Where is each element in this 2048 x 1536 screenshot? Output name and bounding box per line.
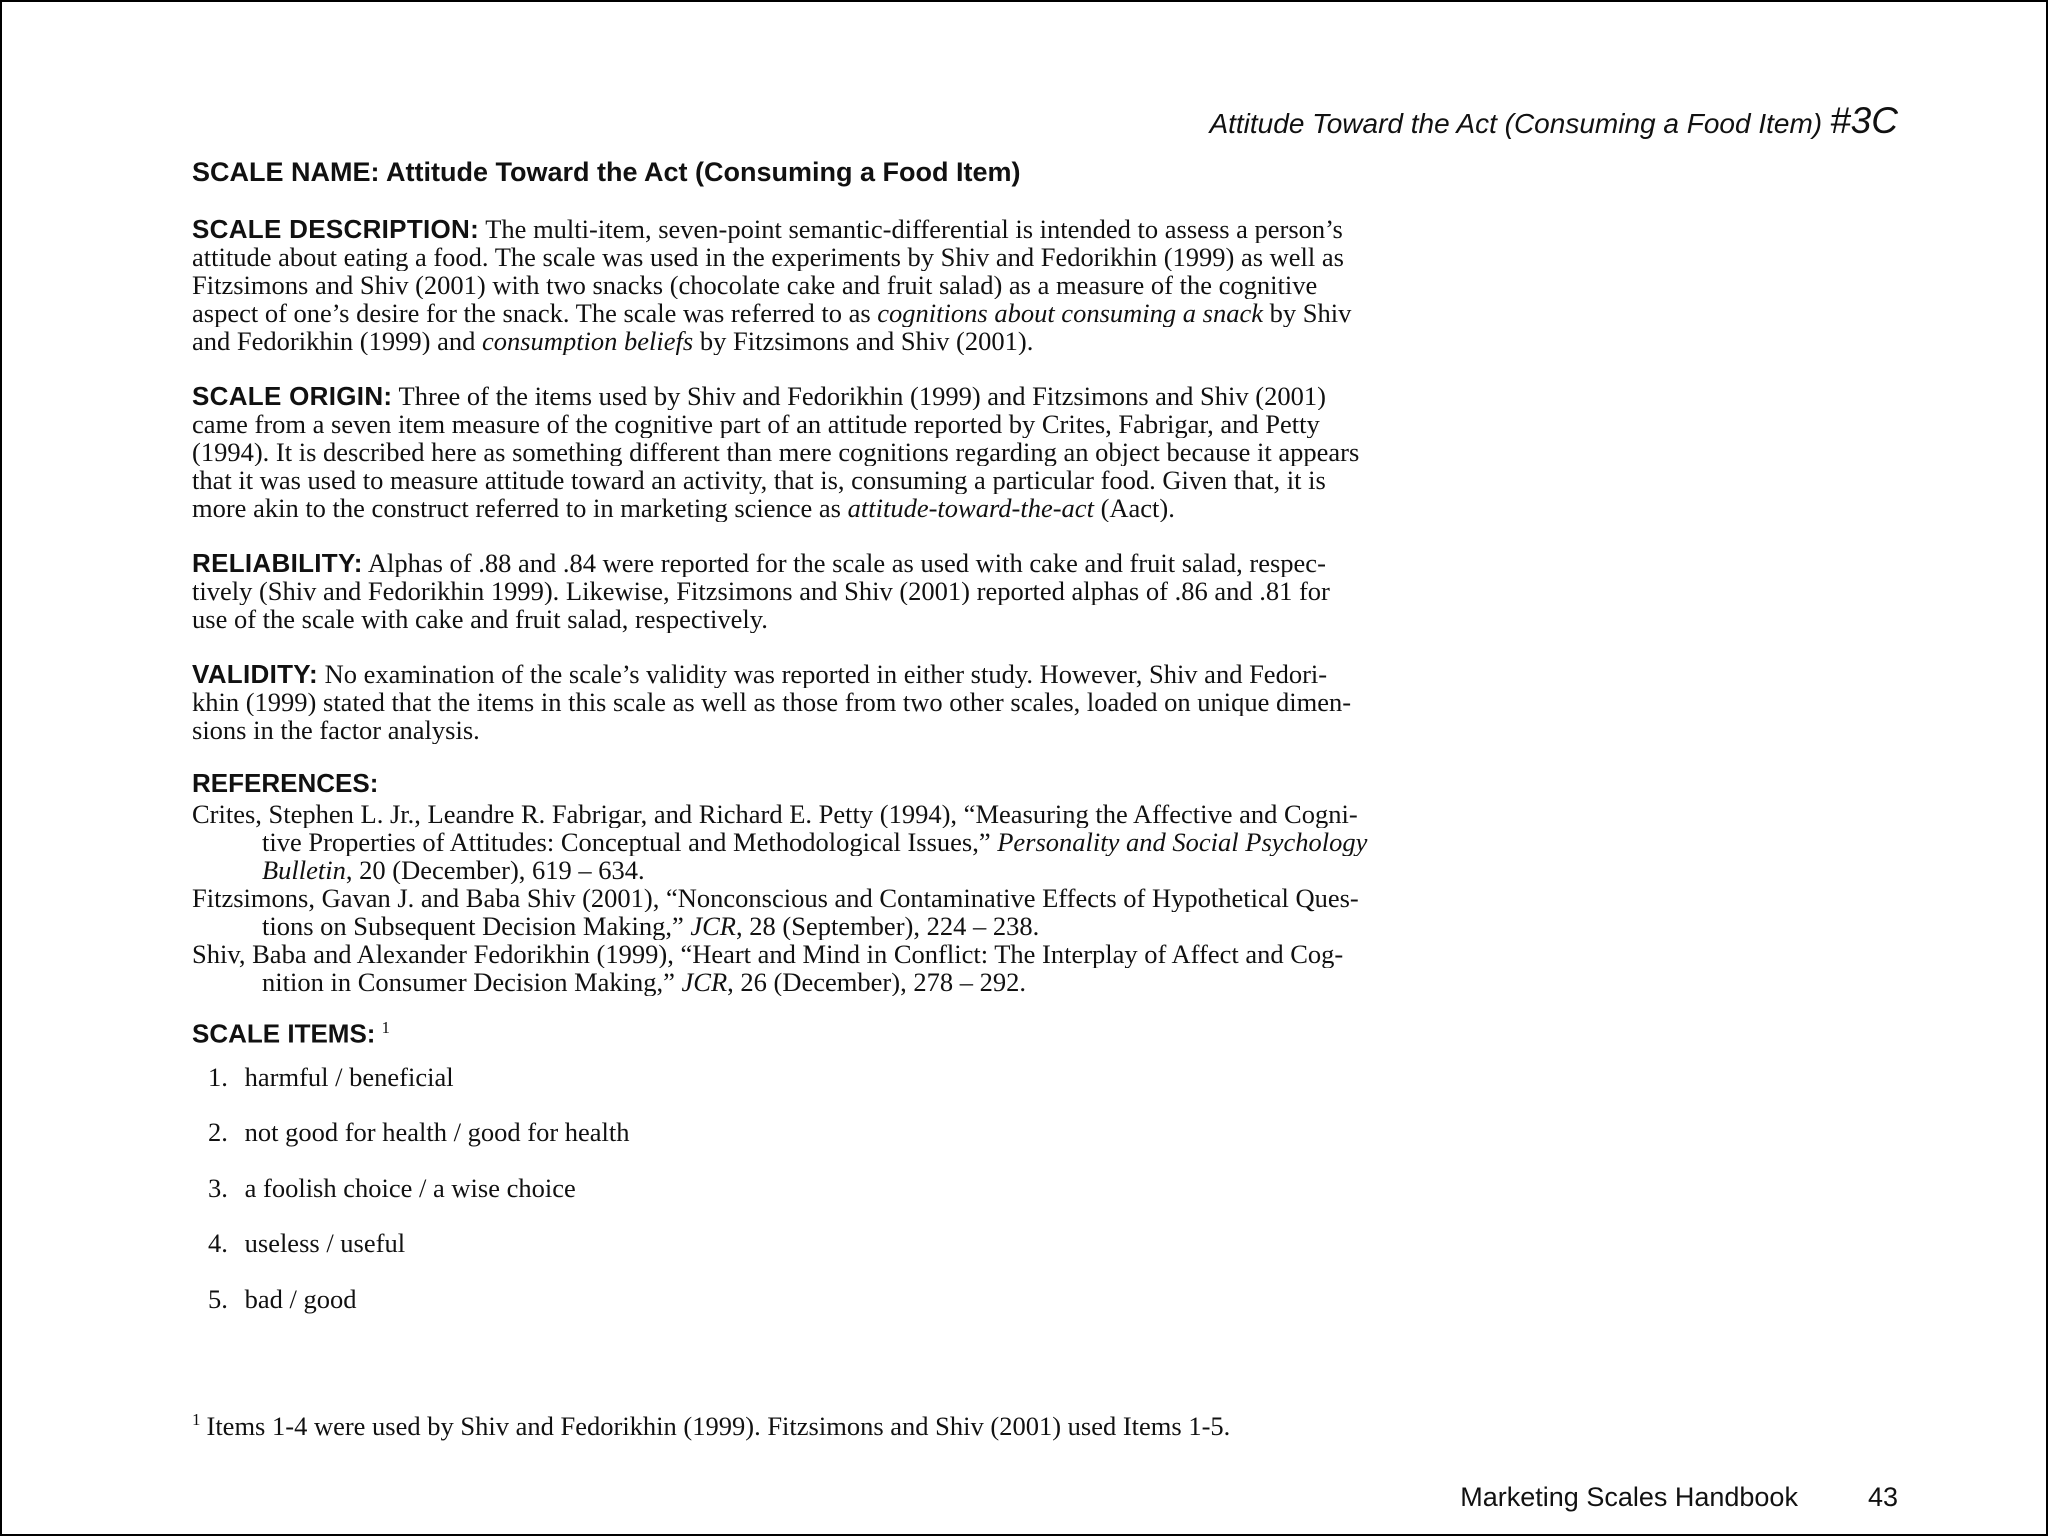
text-line: Fitzsimons and Shiv (2001) with two snacks (chocolate cake and fruit salad) as a measure of the cognitive [192, 271, 1318, 299]
items-heading: SCALE ITEMS: $^1$ [192, 1018, 390, 1049]
text-line: tions on Subsequent Decision Making,” JCR, 28 (September), 224 – 238. [262, 912, 1040, 940]
footnote: $^1$ Items 1-4 were used by Shiv and Fedorikhin (1999). Fitzsimons and Shiv (2001) used Items 1-5. [192, 1410, 1231, 1441]
text-line: aspect of one’s desire for the snack. The scale was referred to as cognitions about consuming a snack by Shiv [192, 299, 1352, 327]
text-line: (1994). It is described here as something different than mere cognitions regarding an object because it appears [192, 438, 1360, 466]
text-line: Alphas of .88 and .84 were reported for the scale as used with cake and fruit salad, respec- [367, 549, 1326, 577]
scale-number: #3C [1830, 100, 1898, 141]
running-head-title: Attitude Toward the Act (Consuming a Food Item) [1209, 108, 1823, 139]
scale-name: SCALE NAME: Attitude Toward the Act (Consuming a Food Item) [192, 157, 1021, 187]
list-item: 4. useless / useful [208, 1228, 406, 1258]
text-line: sions in the factor analysis. [192, 716, 480, 744]
text-line: tively (Shiv and Fedorikhin 1999). Likewise, Fitzsimons and Shiv (2001) reported alphas of .86 and .81 for [192, 577, 1330, 605]
list-item: 2. not good for health / good for health [208, 1117, 630, 1147]
reference-fitzsimons [192, 884, 1898, 940]
references-heading: REFERENCES: [192, 768, 379, 798]
text-line: Fitzsimons, Gavan J. and Baba Shiv (2001), “Nonconscious and Contaminative Effects of Hypothetical Ques- [192, 884, 1359, 912]
text-line: came from a seven item measure of the cognitive part of an attitude reported by Crites, Fabrigar, and Petty [192, 410, 1320, 438]
text-line: khin (1999) stated that the items in this scale as well as those from two other scales, loaded on unique dimen- [192, 688, 1352, 716]
text-line: Shiv, Baba and Alexander Fedorikhin (1999), “Heart and Mind in Conflict: The Interplay of Affect and Cog- [192, 940, 1344, 968]
book-title: Marketing Scales Handbook [1460, 1482, 1798, 1512]
footnote-marker: 1 [381, 1018, 390, 1037]
text-line: The multi-item, seven-point semantic-differential is intended to assess a person’s [485, 215, 1343, 243]
text-line: nition in Consumer Decision Making,” JCR, 26 (December), 278 – 292. [262, 968, 1026, 996]
section-validity [192, 660, 1898, 744]
section-reliability [192, 549, 1898, 633]
text-line: tive Properties of Attitudes: Conceptual and Methodological Issues,” Personality and Social Psychology [262, 828, 1368, 856]
text-line: that it was used to measure attitude toward an activity, that is, consuming a particular food. Given that, it is [192, 466, 1326, 494]
text-line: Bulletin, 20 (December), 619 – 634. [262, 856, 645, 884]
description-heading: SCALE DESCRIPTION: [192, 215, 480, 243]
list-item: 3. a foolish choice / a wise choice [208, 1173, 576, 1203]
text-line: more akin to the construct referred to in marketing science as attitude-toward-the-act (Aact). [192, 494, 1175, 522]
validity-heading: VALIDITY: [192, 660, 318, 688]
text-line: and Fedorikhin (1999) and consumption beliefs by Fitzsimons and Shiv (2001). [192, 327, 1034, 355]
text-line: Three of the items used by Shiv and Fedorikhin (1999) and Fitzsimons and Shiv (2001) [398, 382, 1326, 410]
list-item: 5. bad / good [208, 1284, 357, 1314]
reference-shiv [192, 940, 1898, 996]
page-number: 43 [1867, 1482, 1898, 1512]
text-line: use of the scale with cake and fruit salad, respectively. [192, 605, 768, 633]
reliability-heading: RELIABILITY: [192, 549, 363, 577]
section-origin [192, 382, 1898, 522]
page-footer [1460, 1482, 1898, 1513]
text-line: attitude about eating a food. The scale was used in the experiments by Shiv and Fedorikhin (1999) as well as [192, 243, 1344, 271]
text-line: No examination of the scale’s validity was reported in either study. However, Shiv and Fedori- [324, 660, 1328, 688]
running-head [1209, 100, 1898, 142]
text-line: Crites, Stephen L. Jr., Leandre R. Fabrigar, and Richard E. Petty (1994), “Measuring the Affective and Cogni- [192, 800, 1358, 828]
list-item: 1. harmful / beneficial [208, 1062, 454, 1092]
origin-heading: SCALE ORIGIN: [192, 382, 393, 410]
section-description [192, 215, 1898, 355]
reference-crites [192, 800, 1898, 884]
